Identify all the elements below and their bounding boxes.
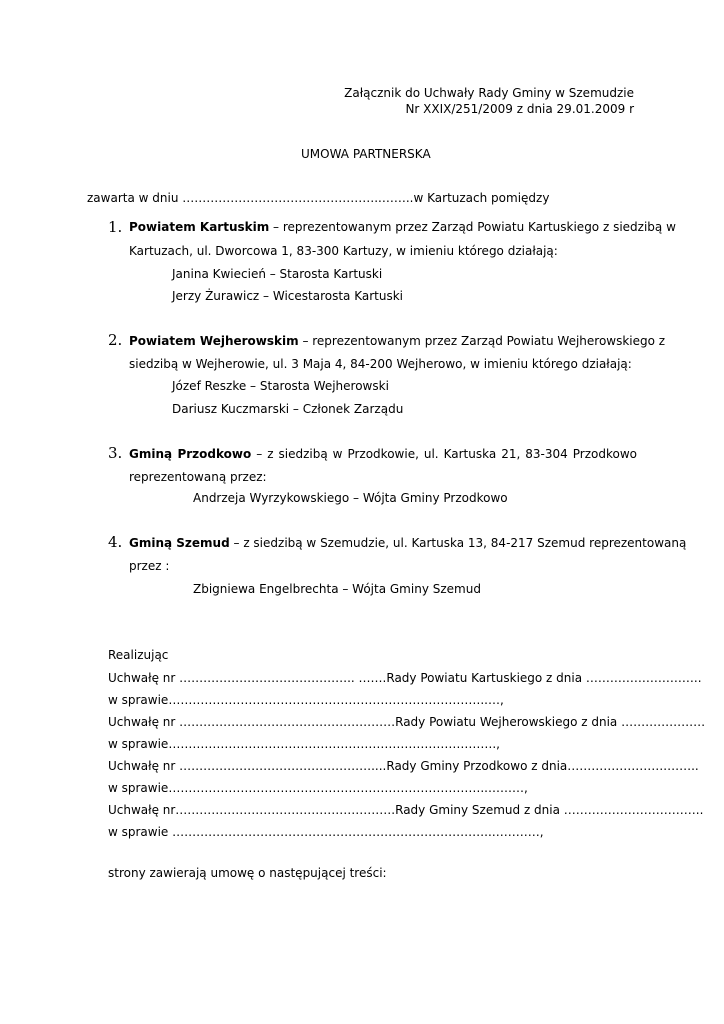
realizing-label: Realizując xyxy=(108,648,169,662)
resolution-line-2: w sprawie……………………………………………………………………..…, xyxy=(108,693,504,707)
party-2-rep-1: Józef Reszke – Starosta Wejherowski xyxy=(172,379,389,393)
document-title: UMOWA PARTNERSKA xyxy=(301,147,431,161)
party-2-line1 xyxy=(129,334,666,348)
party-1-line1 xyxy=(129,220,676,234)
party-3-line1 xyxy=(129,447,637,461)
party-3-line2: reprezentowaną przez: xyxy=(129,470,267,484)
attachment-note-line1: Załącznik do Uchwały Rady Gminy w Szemudzie xyxy=(344,86,634,100)
party-1-name: Powiatem Kartuskim xyxy=(129,220,270,234)
party-2-line1-rest: – reprezentowanym przez Zarząd Powiatu Wejherowskiego z xyxy=(298,334,666,348)
party-4-number: 4. xyxy=(108,533,123,551)
party-4-line2: przez : xyxy=(129,559,170,573)
party-4-rep-1: Zbigniewa Engelbrechta – Wójta Gminy Szemud xyxy=(193,582,481,596)
resolution-line-6: w sprawie……………………………………………………………………..………, xyxy=(108,781,528,795)
party-3-rep-1: Andrzeja Wyrzykowskiego – Wójta Gminy Przodkowo xyxy=(193,491,508,505)
party-3-number: 3. xyxy=(108,444,123,462)
party-2-rep-2: Dariusz Kuczmarski – Członek Zarządu xyxy=(172,402,404,416)
party-1-number: 1. xyxy=(108,218,123,236)
resolution-line-3: Uchwałę nr ………………………………………………Rady Powiatu Wejherowskiego z dnia ………………… xyxy=(108,715,706,729)
party-4-line1 xyxy=(129,536,687,550)
resolution-line-1: Uchwałę nr …………………………………….. …….Rady Powiatu Kartuskiego z dnia ……………………….. xyxy=(108,671,702,685)
party-3-name: Gminą Przodkowo xyxy=(129,447,252,461)
resolution-line-7: Uchwałę nr……………………………………………….Rady Gminy Szemud z dnia …………………………….. xyxy=(108,803,704,817)
resolution-line-5: Uchwałę nr …………………………………………....Rady Gminy Przodkowo z dnia…………………….…….. xyxy=(108,759,699,773)
party-1-line1-rest: – reprezentowanym przez Zarząd Powiatu Kartuskiego z siedzibą w xyxy=(269,220,676,234)
resolution-line-4: w sprawie………………………………………………………………………., xyxy=(108,737,500,751)
party-4-name: Gminą Szemud xyxy=(129,536,230,550)
resolution-line-8: w sprawie ……………………………………………………………………..…………, xyxy=(108,825,544,839)
party-2-line2: siedzibą w Wejherowie, ul. 3 Maja 4, 84-200 Wejherowo, w imieniu którego działają: xyxy=(129,357,632,371)
party-1-line2: Kartuzach, ul. Dworcowa 1, 83-300 Kartuzy, w imieniu którego działają: xyxy=(129,244,558,258)
party-3-line1-rest: – z siedzibą w Przodkowie, ul. Kartuska 21, 83-304 Przodkowo xyxy=(251,447,637,461)
attachment-note-line2: Nr XXIX/251/2009 z dnia 29.01.2009 r xyxy=(405,102,634,116)
intro-line: zawarta w dniu …………………………………………..……..w Kartuzach pomiędzy xyxy=(87,191,550,205)
party-4-line1-rest: – z siedzibą w Szemudzie, ul. Kartuska 13, 84-217 Szemud reprezentowaną xyxy=(229,536,687,550)
party-1-rep-2: Jerzy Żurawicz – Wicestarosta Kartuski xyxy=(172,289,404,303)
party-2-number: 2. xyxy=(108,331,123,349)
party-2-name: Powiatem Wejherowskim xyxy=(129,334,299,348)
closing-line: strony zawierają umowę o następującej treści: xyxy=(108,866,387,880)
party-1-rep-1: Janina Kwiecień – Starosta Kartuski xyxy=(172,267,383,281)
